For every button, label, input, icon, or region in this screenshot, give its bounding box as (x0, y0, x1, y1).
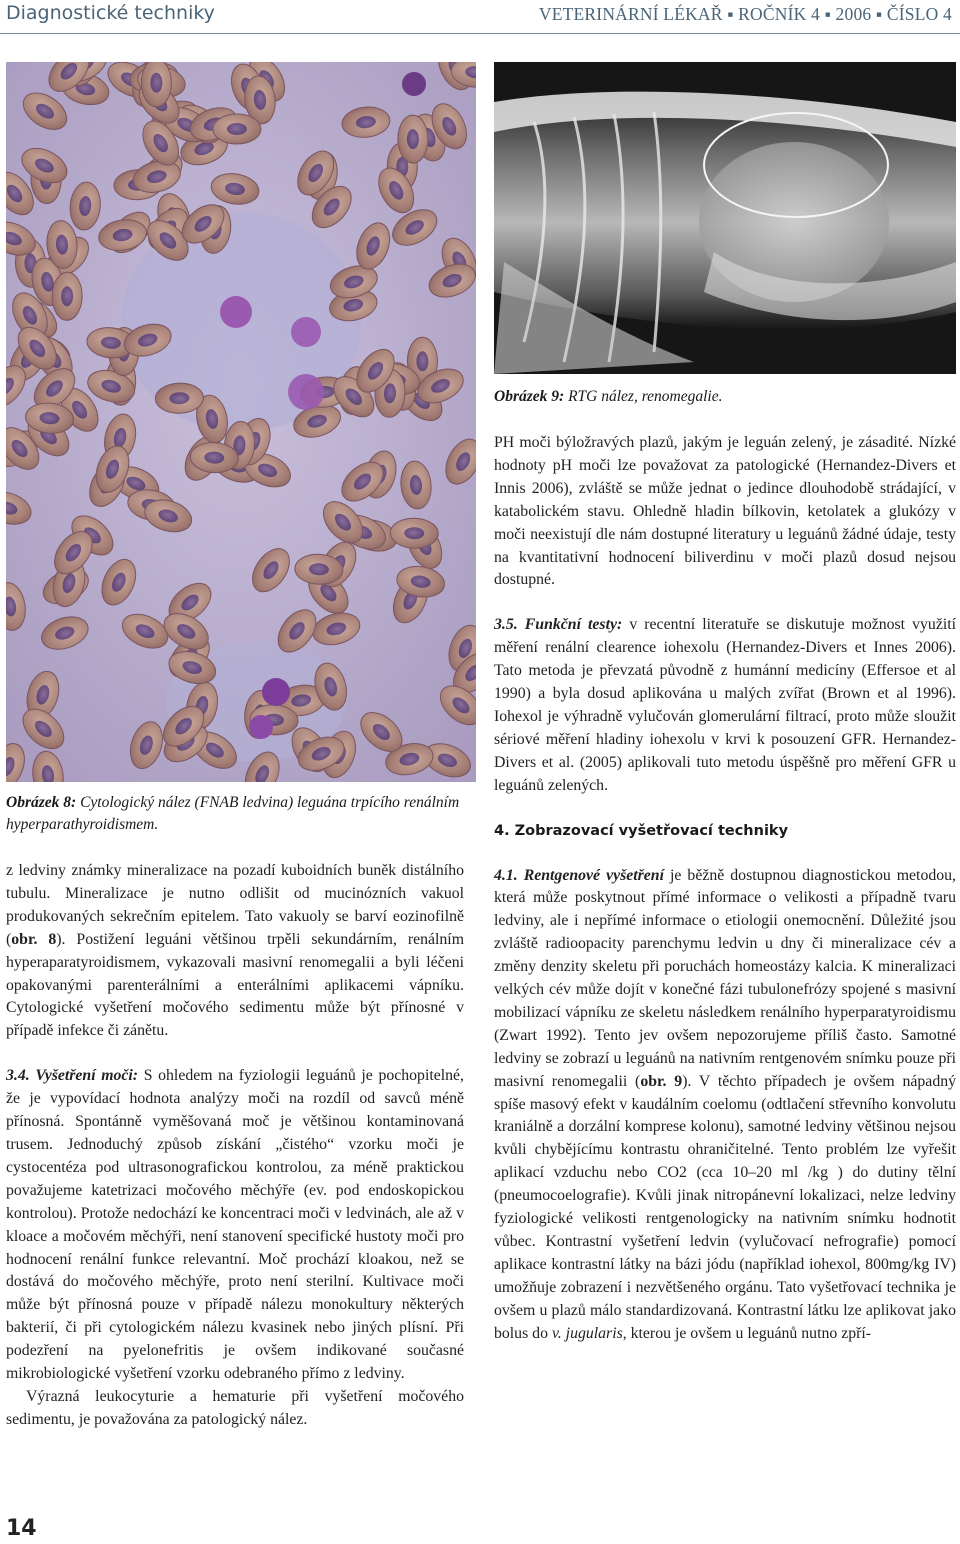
figure-8-caption (6, 792, 468, 836)
section-3-4-text: S ohledem na fyziologii leguánů je pochopitelné, že je vypovídací hodnota analýzy moči na rozdíl od savců méně přínosná. Spontánně vyměšovaná moč je většinou kontaminovaná trusem. Jednoduchý způsob získání „čistého“ vzorku moči je cystocentéza pod ultrasonografickou kontrolou, za méně praktickou považujeme katetrizaci močového měchýře (ev. pod endoskopickou kontrolou). Protože nedochází ke koncentraci moči v ledvinách, ale až v kloace a močovém měchýři, není stanovení specifické hustoty moči pro hodnocení renální funkce relevantní. Moč prochází kloakou, než se dostává do močového měchýře, proto není sterilní. Kultivace moči může být přínosná pouze v případě nálezu monokultury některých bakterií, či při cytologickém nálezu kvasinek nebo jiných plísní. Při podezření na pyelonefritis je ovšem indikované současné mikrobiologické vyšetření vzorku odebraného přímo z ledviny. (6, 1067, 464, 1383)
running-header-section: Diagnostické techniky (6, 2, 215, 24)
left-p1-rest: ). Postižení leguáni většinou trpěli sekundárním, renálním hyperaparatyroidismem, vykazovali masivní renomegalii a byli léčeni opakovanými parenterálními a enterálními aplikacemi vápníku. Cytologické vyšetření močového sedimentu může být přínosné v případě infekce či zánětu. (6, 930, 464, 1040)
section-4-1-rest: ). V těchto případech je ovšem nápadný spíše masový efekt v kaudálním coelomu (odtlačení střevního konvolutu kraniálně a dorzální komprese kolonu), samotné ledviny většinou nejsou kvůli chybějícímu kontrastu ohraničitelné. Tento problém lze vyřešit aplikací vzduchu nebo CO2 (cca 10–20 ml /kg ) do dutiny tělní (pneumocoelografie). Kvůli jinak nitropánevní lokalizaci, nelze ledviny fyziologické velikosti rentgenologicky na nativním snímku hodnotit vůbec. Kontrastní vyšetření ledvin (vylučovací nefrografie) pomocí aplikace kontrastní látky na bázi jódu (například iohexol, 800mg/kg IV) umožňuje zobrazení i nezvětšeného orgánu. Tato vyšetřovací technika je ovšem u plazů málo standardizovaná. Kontrastní látku lze aplikovat jako bolus do (494, 1072, 957, 1342)
figure-9-label: Obrázek 9: (494, 388, 565, 405)
section-4-1-end: , kterou je ovšem u leguánů nutno zpří- (622, 1324, 872, 1342)
section-4-1-text: je běžně dostupnou diagnostickou metodou, která může poskytnout přímé informace o velikosti a případně tvaru ledviny, ale i nepřímé informace o etiologii onemocnění. Důležité jsou zvláště radioopacity parenchymu ledvin u dny či mineralizace cév a změny denzity skeletu při poruchách homeostázy kalcia. K mineralizaci velkých cév může dojít v konečné fázi tubulonefrózy spojené s masivní mobilizací vápníku ze skeletu následkem renálního hyperparatyroidismu (Zwart 1992). Tento jev ovšem nepozorujeme příliš často. Samotné ledviny se zobrazí u leguánů na nativním rentgenovém snímku pouze při masivní renomegalii ( (494, 866, 956, 1090)
left-p1-text: z ledviny známky mineralizace na pozadí kuboidních buněk distálního tubulu. Mineralizace je nutno odlišit od mucinózních vakuol produkovaných sekrečním epitelem. Tato vakuoly se barví eozinofilně ( (6, 862, 464, 948)
section-3-5 (494, 614, 956, 797)
left-last-paragraph: Výrazná leukocyturie a hematurie při vyšetření močového sedimentu, je považována za patologický nález. (6, 1387, 464, 1428)
erythrocyte (52, 272, 83, 320)
section-4-1 (494, 865, 956, 1346)
figure-9-reference: obr. 9 (640, 1072, 683, 1090)
figure-9-caption-text: RTG nález, renomegalie. (568, 388, 723, 405)
section-3-4-heading: 3.4. Vyšetření moči: (6, 1067, 139, 1085)
section-3-4 (6, 1065, 464, 1386)
right-column (494, 432, 956, 1346)
running-header-journal: VETERINÁRNÍ LÉKAŘ ▪ ROČNÍK 4 ▪ 2006 ▪ ČÍSLO 4 (538, 4, 952, 24)
erythrocyte (141, 62, 171, 107)
figure-9-radiograph-image (494, 62, 956, 374)
section-4-1-heading: 4.1. Rentgenové vyšetření (494, 866, 664, 884)
vena-jugularis-term: v. jugularis (551, 1324, 623, 1342)
section-4-heading: 4. Zobrazovací vyšetřovací techniky (494, 822, 789, 839)
left-column (6, 860, 464, 1432)
erythrocyte (398, 115, 429, 163)
radiograph-illustration (494, 62, 956, 374)
right-paragraph-1: PH moči býložravých plazů, jakým je leguán zelený, je zásadité. Nízké hodnoty pH moči lze považovat za patologické (Hernandez-Divers et Innis 2006), zvláště se může jednat o jedince dlouhodobě strádající, v katabolickém stavu. Ohledně hladin bílkovin, ketolatek a glukózy v moči neexistují dle nám dostupné literatury u leguánů žádné údaje, testy na kvantitativní hodnocení biliverdinu v moči plazů dosud nejsou dostupné. (494, 434, 956, 589)
figure-8-reference: obr. 8 (11, 930, 57, 948)
figure-8-caption-text: Cytologický nález (FNAB ledvina) leguána trpícího renálním hyperparathyroidismem. (6, 794, 460, 833)
figure-9-caption (494, 386, 956, 408)
figure-8-label: Obrázek 8: (6, 794, 77, 811)
erythrocyte (213, 114, 261, 144)
section-3-5-text: v recentní literatuře se diskutuje možnost využití měření renální clearence iohexolu (Hernandez-Divers et Innes 2006). Tato metoda je převzatá původně z humánní medicíny (Effersoe et al 1990) a byla dosud aplikována u malých zvířat (Brown et al 1996). Iohexol je výhradně vylučován glomerulární filtrací, proto může sloužit sériové měření hladiny iohexolu v krvi k posouzení GFR. Hernandez-Divers et al. (2005) aplikovali tuto metodu úspěšně pro měření GFR u leguánů zelených. (494, 616, 957, 794)
section-3-5-heading: 3.5. Funkční testy: (494, 616, 623, 634)
left-paragraph-1 (6, 860, 464, 1043)
cytology-illustration (6, 62, 476, 782)
page-number: 14 (6, 1516, 37, 1541)
header-rule (0, 33, 960, 34)
figure-8-cytology-image (6, 62, 476, 782)
